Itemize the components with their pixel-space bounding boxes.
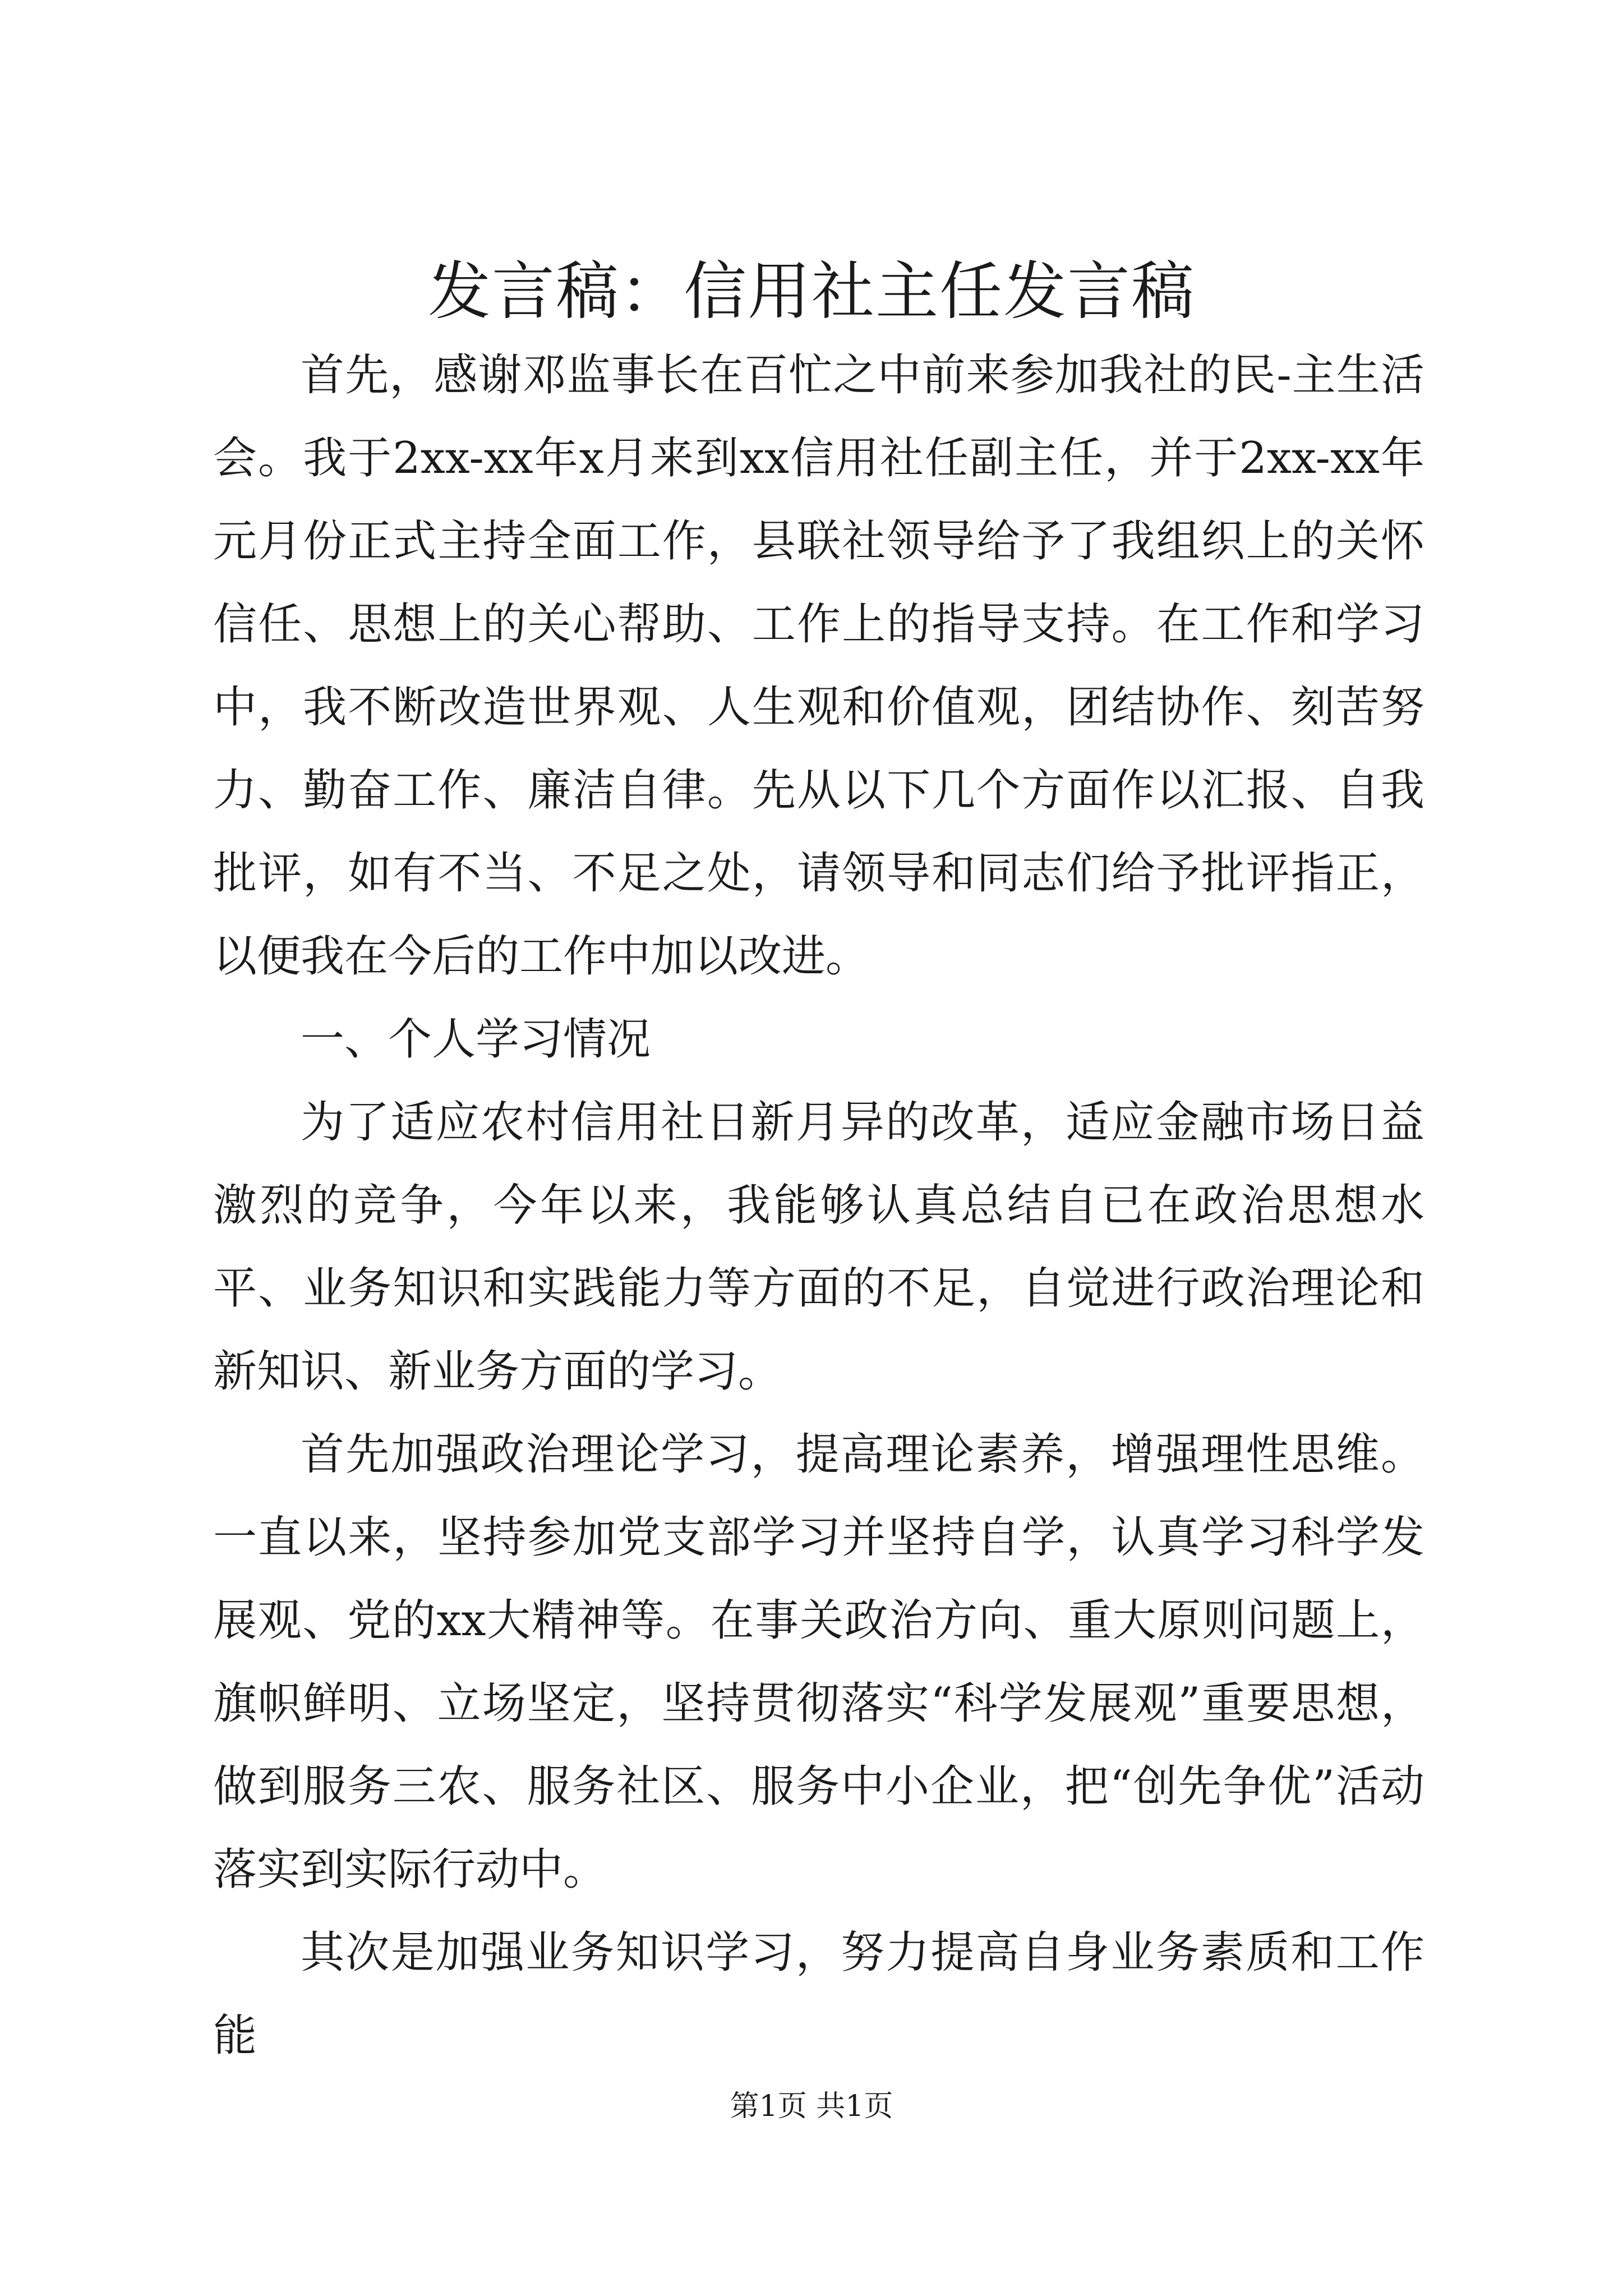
paragraph-intro: 首先，感谢邓监事长在百忙之中前来参加我社的民-主生活会。我于2xx-xx年x月来到xx信用社任副主任，并于2xx-xx年元月份正式主持全面工作，县联社领导给予了我组织上的关怀信任、思想上的关心帮助、工作上的指导支持。在工作和学习中，我不断改造世界观、人生观和价值观，团结协作、刻苦努力、勤奋工作、廉洁自律。先从以下几个方面作以汇报、自我批评，如有不当、不足之处，请领导和同志们给予批评指正，以便我在今后的工作中加以改进。 <box>213 350 1424 982</box>
page-footer: 第1页 共1页 <box>730 2090 893 2123</box>
document-body <box>213 334 1424 2077</box>
paragraph-business-knowledge: 其次是加强业务知识学习，努力提高自身业务素质和工作能 <box>213 1927 1424 2061</box>
paragraph-political-theory: 首先加强政治理论学习，提高理论素养，增强理性思维。一直以来，坚持参加党支部学习并坚持自学，认真学习科学发展观、党的xx大精神等。在事关政治方向、重大原则问题上，旗帜鲜明、立场坚定，坚持贯彻落实“科学发展观”重要思想，做到服务三农、服务社区、服务中小企业，把“创先争优”活动落实到实际行动中。 <box>213 1429 1424 1895</box>
paragraph-study-overview: 为了适应农村信用社日新月异的改革，适应金融市场日益激烈的竞争，今年以来，我能够认真总结自已在政治思想水平、业务知识和实践能力等方面的不足，自觉进行政治理论和新知识、新业务方面的学习。 <box>213 1097 1424 1397</box>
document-title: 发言稿：信用社主任发言稿 <box>428 255 1195 328</box>
section-heading-personal-study: 一、个人学习情况 <box>301 1014 651 1065</box>
